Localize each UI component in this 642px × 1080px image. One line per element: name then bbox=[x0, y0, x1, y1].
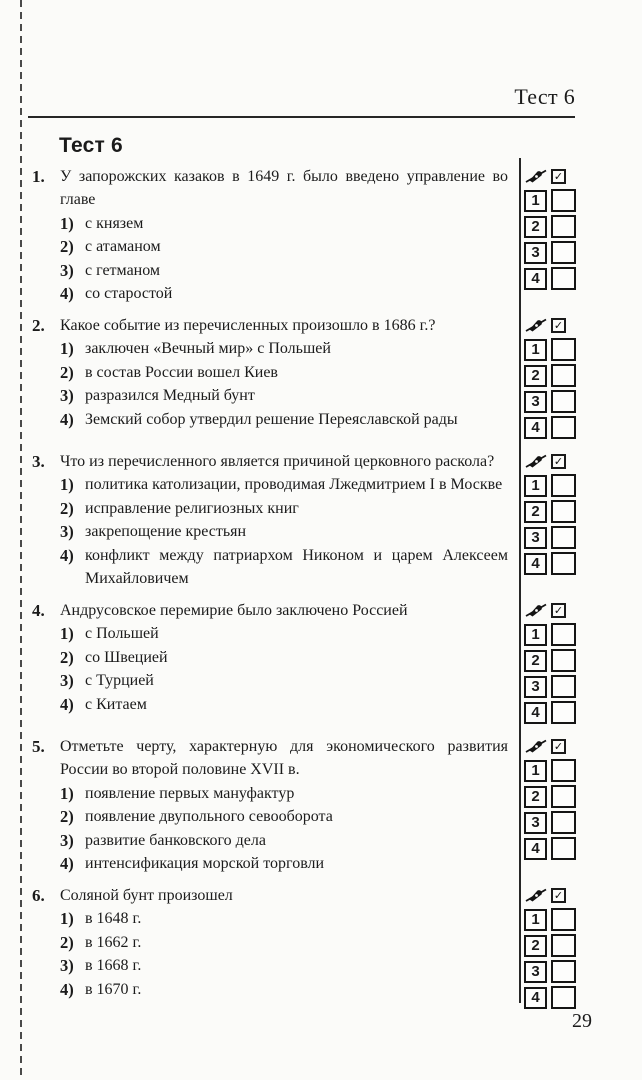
answer-checkbox[interactable] bbox=[551, 960, 576, 983]
option-number: 2) bbox=[60, 362, 74, 382]
answer-row bbox=[524, 416, 598, 440]
question-body bbox=[32, 450, 524, 591]
option bbox=[60, 361, 508, 385]
answer-row bbox=[524, 837, 598, 861]
option bbox=[60, 852, 508, 876]
option-text: конфликт между патриархом Никоном и царем Алексеем Михайловичем bbox=[85, 546, 508, 587]
choice-number-box: 2 bbox=[524, 935, 547, 957]
answer-row bbox=[524, 267, 598, 291]
pen-nib-icon bbox=[525, 317, 547, 333]
answer-marker-icons bbox=[525, 168, 598, 185]
answer-row bbox=[524, 934, 598, 958]
answer-checkbox[interactable] bbox=[551, 908, 576, 931]
answer-row bbox=[524, 960, 598, 984]
option-text: появление двупольного севооборота bbox=[85, 808, 333, 825]
checked-checkbox-icon: ✓ bbox=[551, 888, 566, 903]
option-number: 1) bbox=[60, 624, 74, 643]
question-5 bbox=[32, 735, 598, 876]
option bbox=[60, 693, 508, 717]
answer-row bbox=[524, 241, 598, 265]
choice-number-box: 1 bbox=[524, 909, 547, 931]
choice-number-box: 4 bbox=[524, 417, 547, 439]
answer-row bbox=[524, 390, 598, 414]
choice-number-box: 4 bbox=[524, 553, 547, 575]
choice-number-box: 3 bbox=[524, 527, 547, 549]
option-number: 4) bbox=[60, 854, 74, 873]
option bbox=[60, 259, 508, 283]
checked-checkbox-icon: ✓ bbox=[551, 318, 566, 333]
choice-number-box: 3 bbox=[524, 961, 547, 983]
answer-checkbox[interactable] bbox=[551, 675, 576, 698]
question-number: 4. bbox=[32, 600, 45, 620]
answer-checkbox[interactable] bbox=[551, 416, 576, 439]
answer-row bbox=[524, 908, 598, 932]
choice-number-box: 2 bbox=[524, 365, 547, 387]
options-list bbox=[60, 622, 508, 716]
option-text: с Китаем bbox=[85, 695, 147, 713]
answer-row bbox=[524, 364, 598, 388]
cut-dashed-line bbox=[20, 0, 22, 1080]
answer-checkbox[interactable] bbox=[551, 364, 576, 387]
choice-number-box: 2 bbox=[524, 501, 547, 523]
option-text: разразился Медный бунт bbox=[85, 387, 255, 404]
option-text: Земский собор утвердил решение Переяславской рады bbox=[85, 410, 458, 428]
option-number: 3) bbox=[60, 260, 74, 280]
question-number: 1. bbox=[32, 166, 45, 186]
choice-number-box: 3 bbox=[524, 242, 547, 264]
option bbox=[60, 805, 508, 829]
pen-nib-icon bbox=[525, 602, 547, 618]
question-4 bbox=[32, 599, 598, 727]
question-body bbox=[32, 314, 524, 442]
answer-checkbox[interactable] bbox=[551, 390, 576, 413]
header-rule bbox=[28, 116, 575, 118]
answer-checkbox[interactable] bbox=[551, 500, 576, 523]
answer-checkbox[interactable] bbox=[551, 267, 576, 290]
question-number: 2. bbox=[32, 315, 45, 335]
option bbox=[60, 646, 508, 670]
option bbox=[60, 931, 508, 955]
choice-number-box: 2 bbox=[524, 216, 547, 238]
question-1 bbox=[32, 165, 598, 306]
pen-nib-icon bbox=[525, 453, 547, 469]
option-number: 3) bbox=[60, 830, 74, 850]
option bbox=[60, 497, 508, 521]
answer-row bbox=[524, 701, 598, 725]
option bbox=[60, 520, 508, 544]
answer-row bbox=[524, 986, 598, 1010]
option-text: закрепощение крестьян bbox=[85, 523, 247, 540]
answer-row bbox=[524, 759, 598, 783]
option-text: в 1668 г. bbox=[85, 957, 142, 974]
option-number: 3) bbox=[60, 386, 74, 405]
answer-panel bbox=[524, 735, 598, 876]
options-list bbox=[60, 212, 508, 306]
option bbox=[60, 473, 508, 497]
option bbox=[60, 978, 508, 1002]
answer-row bbox=[524, 474, 598, 498]
choice-number-box: 1 bbox=[524, 475, 547, 497]
option-number: 4) bbox=[60, 284, 74, 303]
option-text: с атаманом bbox=[85, 238, 161, 255]
choice-number-box: 4 bbox=[524, 702, 547, 724]
option-text: со старостой bbox=[85, 285, 173, 302]
options-list bbox=[60, 907, 508, 1001]
question-stem: Отметьте черту, характерную для экономического развития России во второй половине XVII в. bbox=[60, 737, 508, 778]
option bbox=[60, 408, 508, 432]
checked-checkbox-icon: ✓ bbox=[551, 169, 566, 184]
choice-number-box: 2 bbox=[524, 650, 547, 672]
options-list bbox=[60, 337, 508, 431]
question-3 bbox=[32, 450, 598, 591]
option bbox=[60, 212, 508, 236]
answer-marker-icons bbox=[525, 738, 598, 755]
choice-number-box: 4 bbox=[524, 268, 547, 290]
option-number: 4) bbox=[60, 979, 74, 999]
question-body bbox=[32, 884, 524, 1012]
answer-checkbox[interactable] bbox=[551, 338, 576, 361]
option-number: 1) bbox=[60, 909, 74, 928]
option bbox=[60, 282, 508, 306]
answer-row bbox=[524, 338, 598, 362]
option-number: 4) bbox=[60, 545, 74, 565]
choice-number-box: 1 bbox=[524, 190, 547, 212]
option-number: 2) bbox=[60, 932, 74, 952]
question-6 bbox=[32, 884, 598, 1012]
option-text: в 1670 г. bbox=[85, 980, 142, 998]
option-number: 2) bbox=[60, 237, 74, 256]
option bbox=[60, 829, 508, 853]
answer-checkbox[interactable] bbox=[551, 474, 576, 497]
answer-checkbox[interactable] bbox=[551, 785, 576, 808]
option-text: в 1648 г. bbox=[85, 910, 142, 927]
answer-row bbox=[524, 623, 598, 647]
option-number: 1) bbox=[60, 475, 74, 494]
answer-row bbox=[524, 552, 598, 576]
answer-checkbox[interactable] bbox=[551, 986, 576, 1009]
checked-checkbox-icon: ✓ bbox=[551, 739, 566, 754]
answer-checkbox[interactable] bbox=[551, 837, 576, 860]
answer-checkbox[interactable] bbox=[551, 701, 576, 724]
answer-panel bbox=[524, 599, 598, 727]
option bbox=[60, 384, 508, 408]
answer-row bbox=[524, 649, 598, 673]
answer-panel bbox=[524, 314, 598, 442]
question-stem: Соляной бунт произошел bbox=[60, 886, 233, 904]
question-body bbox=[32, 735, 524, 876]
answer-checkbox[interactable] bbox=[551, 552, 576, 575]
option-text: со Швецией bbox=[85, 648, 168, 666]
answer-row bbox=[524, 500, 598, 524]
option bbox=[60, 337, 508, 361]
option-number: 1) bbox=[60, 213, 74, 233]
answer-row bbox=[524, 675, 598, 699]
question-stem: У запорожских казаков в 1649 г. было введено управление во главе bbox=[60, 167, 508, 208]
option bbox=[60, 544, 508, 591]
option-text: исправление религиозных книг bbox=[85, 499, 299, 517]
option-number: 2) bbox=[60, 807, 74, 826]
question-stem: Что из перечисленного является причиной церковного раскола? bbox=[60, 452, 495, 470]
question-body bbox=[32, 599, 524, 727]
choice-number-box: 4 bbox=[524, 987, 547, 1009]
option-number: 2) bbox=[60, 498, 74, 518]
choice-number-box: 1 bbox=[524, 339, 547, 361]
answer-row bbox=[524, 811, 598, 835]
answer-checkbox[interactable] bbox=[551, 215, 576, 238]
answer-checkbox[interactable] bbox=[551, 526, 576, 549]
option bbox=[60, 235, 508, 259]
answer-checkbox[interactable] bbox=[551, 241, 576, 264]
answer-panel bbox=[524, 165, 598, 306]
options-list bbox=[60, 473, 508, 591]
option-text: с Турцией bbox=[85, 672, 154, 689]
page-content bbox=[32, 134, 598, 1020]
choice-number-box: 3 bbox=[524, 812, 547, 834]
answer-checkbox[interactable] bbox=[551, 649, 576, 672]
option-text: с Польшей bbox=[85, 625, 159, 642]
option-text: интенсификация морской торговли bbox=[85, 855, 325, 872]
choice-number-box: 4 bbox=[524, 838, 547, 860]
choice-number-box: 2 bbox=[524, 786, 547, 808]
checked-checkbox-icon: ✓ bbox=[551, 603, 566, 618]
page-number: 29 bbox=[572, 1010, 592, 1032]
answer-panel bbox=[524, 884, 598, 1012]
answer-checkbox[interactable] bbox=[551, 623, 576, 646]
choice-number-box: 3 bbox=[524, 676, 547, 698]
option bbox=[60, 782, 508, 806]
choice-number-box: 3 bbox=[524, 391, 547, 413]
answer-checkbox[interactable] bbox=[551, 811, 576, 834]
answer-checkbox[interactable] bbox=[551, 189, 576, 212]
option bbox=[60, 954, 508, 978]
option-number: 1) bbox=[60, 783, 74, 803]
option-text: заключен «Вечный мир» с Польшей bbox=[85, 340, 331, 357]
question-body bbox=[32, 165, 524, 306]
option-number: 1) bbox=[60, 339, 74, 358]
answer-marker-icons bbox=[525, 453, 598, 470]
option bbox=[60, 669, 508, 693]
option-number: 4) bbox=[60, 409, 74, 429]
running-head: Тест 6 bbox=[514, 84, 575, 109]
question-stem: Какое событие из перечисленных произошло в 1686 г.? bbox=[60, 316, 436, 334]
checked-checkbox-icon: ✓ bbox=[551, 454, 566, 469]
answer-checkbox[interactable] bbox=[551, 759, 576, 782]
option-text: с князем bbox=[85, 214, 144, 232]
question-stem: Андрусовское перемирие было заключено Россией bbox=[60, 601, 408, 619]
pen-nib-icon bbox=[525, 168, 547, 184]
option bbox=[60, 907, 508, 931]
answer-marker-icons bbox=[525, 317, 598, 334]
answer-checkbox[interactable] bbox=[551, 934, 576, 957]
answer-panel bbox=[524, 450, 598, 591]
option-text: развитие банковского дела bbox=[85, 831, 266, 849]
option bbox=[60, 622, 508, 646]
option-number: 4) bbox=[60, 694, 74, 714]
option-number: 2) bbox=[60, 647, 74, 667]
answer-row bbox=[524, 785, 598, 809]
option-text: появление первых мануфактур bbox=[85, 784, 295, 802]
answer-row bbox=[524, 215, 598, 239]
option-text: с гетманом bbox=[85, 261, 161, 279]
answer-marker-icons bbox=[525, 887, 598, 904]
choice-number-box: 1 bbox=[524, 760, 547, 782]
pen-nib-icon bbox=[525, 887, 547, 903]
option-text: в состав России вошел Киев bbox=[85, 363, 278, 381]
choice-number-box: 1 bbox=[524, 624, 547, 646]
option-number: 3) bbox=[60, 956, 74, 975]
option-text: в 1662 г. bbox=[85, 933, 142, 951]
answer-row bbox=[524, 189, 598, 213]
option-number: 3) bbox=[60, 522, 74, 541]
question-number: 6. bbox=[32, 885, 45, 905]
answer-marker-icons bbox=[525, 602, 598, 619]
pen-nib-icon bbox=[525, 738, 547, 754]
option-number: 3) bbox=[60, 671, 74, 690]
question-2 bbox=[32, 314, 598, 442]
option-text: политика католизации, проводимая Лжедмитрием I в Москве bbox=[85, 476, 503, 493]
question-number: 5. bbox=[32, 736, 45, 756]
section-title: Тест 6 bbox=[59, 134, 123, 157]
options-list bbox=[60, 782, 508, 876]
answer-row bbox=[524, 526, 598, 550]
question-number: 3. bbox=[32, 451, 45, 471]
